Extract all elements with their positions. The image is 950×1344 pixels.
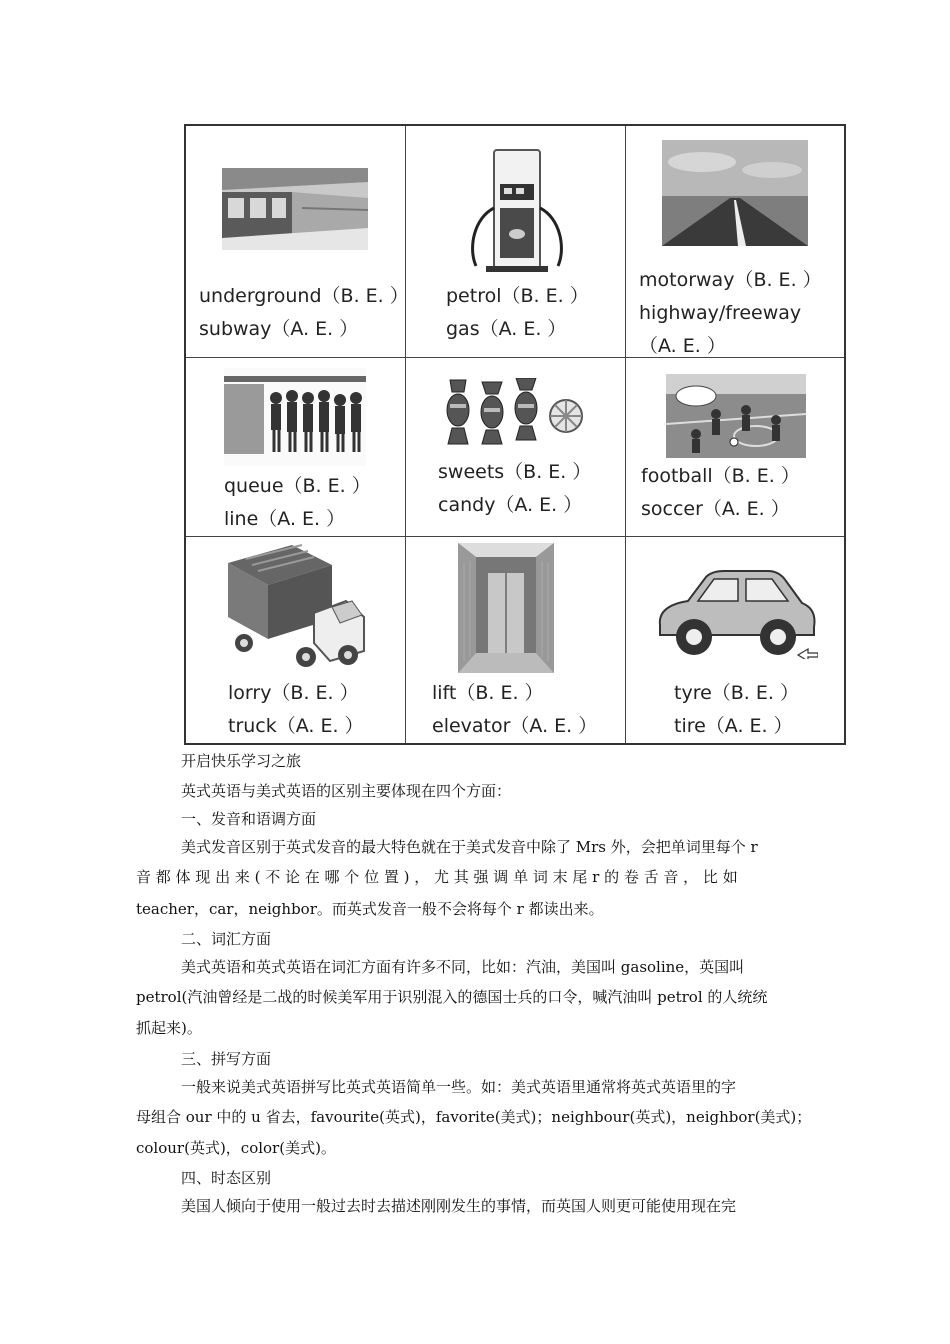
cell-caption xyxy=(432,677,597,743)
table-cell-lorry xyxy=(186,537,405,745)
lead-paragraph: 英式英语与美式英语的区别主要体现在四个方面： xyxy=(181,782,512,800)
paragraph-line: petrol(汽油曾经是二战的时候美军用于识别混入的德国士兵的口令，喊汽油叫 petrol 的人统统 xyxy=(136,988,768,1006)
ae-term: candy（A. E. ） xyxy=(438,494,583,516)
be-term: queue（B. E. ） xyxy=(224,475,371,497)
table-cell-sweets xyxy=(406,358,625,536)
cell-caption xyxy=(438,456,591,522)
queue-people-icon xyxy=(224,368,366,466)
paragraph-line: 音 都 体 现 出 来 ( 不 论 在 哪 个 位 置 ) ， 尤 其 强 调 单 词 末 尾 r 的 卷 舌 音 ， 比 如 xyxy=(136,868,738,886)
table-cell-tyre xyxy=(626,537,846,745)
section-heading-vocabulary: 二、词汇方面 xyxy=(181,930,272,948)
cell-caption xyxy=(224,470,371,536)
ae-term: elevator（A. E. ） xyxy=(432,715,598,737)
candies-icon xyxy=(440,378,590,448)
table-cell-football xyxy=(626,358,846,536)
ae-term-label: （A. E. ） xyxy=(639,335,726,357)
table-cell-motorway xyxy=(626,126,846,357)
paragraph-line: 美国人倾向于使用一般过去时去描述刚刚发生的事情，而英国人则更可能使用现在完 xyxy=(181,1197,737,1215)
paragraph-line: 抓起来)。 xyxy=(136,1019,202,1037)
paragraph-line: colour(英式)，color(美式)。 xyxy=(136,1139,336,1157)
ae-term: subway（A. E. ） xyxy=(199,318,359,340)
cell-caption xyxy=(228,677,364,743)
table-cell-lift xyxy=(406,537,625,745)
cell-caption xyxy=(639,264,822,363)
vocabulary-image-table xyxy=(184,124,846,745)
soccer-game-icon xyxy=(666,374,806,458)
subway-platform-icon xyxy=(222,168,368,250)
paragraph-line: 母组合 our 中的 u 省去，favourite(英式)，favorite(美式)；neighbour(英式)，neighbor(美式)； xyxy=(136,1108,812,1126)
ae-term: tire（A. E. ） xyxy=(674,715,793,737)
section-heading-tense: 四、时态区别 xyxy=(181,1169,272,1187)
ae-term: line（A. E. ） xyxy=(224,508,346,530)
cell-caption xyxy=(641,460,800,526)
be-term: tyre（B. E. ） xyxy=(674,682,799,704)
fuel-pump-icon xyxy=(456,148,576,276)
cell-caption xyxy=(446,280,589,346)
be-term: lift（B. E. ） xyxy=(432,682,544,704)
paragraph-line: 美式英语和英式英语在词汇方面有许多不同，比如：汽油，美国叫 gasoline，英国叫 xyxy=(181,958,745,976)
table-cell-underground xyxy=(186,126,409,357)
ae-term: gas（A. E. ） xyxy=(446,318,567,340)
intro-heading: 开启快乐学习之旅 xyxy=(181,752,302,770)
table-cell-petrol xyxy=(406,126,625,357)
table-cell-queue xyxy=(186,358,405,536)
article-body xyxy=(136,750,816,1220)
truck-icon xyxy=(222,543,370,673)
cell-caption xyxy=(199,280,409,346)
paragraph-line: 美式发音区别于英式发音的最大特色就在于美式发音中除了 Mrs 外，会把单词里每个 r xyxy=(181,838,758,856)
be-term: sweets（B. E. ） xyxy=(438,461,592,483)
section-heading-pronunciation: 一、发音和语调方面 xyxy=(181,810,317,828)
be-term: petrol（B. E. ） xyxy=(446,285,589,307)
ae-term: truck（A. E. ） xyxy=(228,715,364,737)
ae-term: soccer（A. E. ） xyxy=(641,498,790,520)
section-heading-spelling: 三、拼写方面 xyxy=(181,1050,272,1068)
be-term: football（B. E. ） xyxy=(641,465,800,487)
be-term: underground（B. E. ） xyxy=(199,285,409,307)
cell-caption xyxy=(674,677,799,743)
elevator-icon xyxy=(458,543,554,673)
be-term: lorry（B. E. ） xyxy=(228,682,359,704)
car-icon xyxy=(654,569,818,659)
paragraph-line: teacher，car，neighbor。而英式发音一般不会将每个 r 都读出来。 xyxy=(136,900,604,918)
be-term: motorway（B. E. ） xyxy=(639,269,822,291)
road-icon xyxy=(662,140,808,246)
ae-term: highway/freeway xyxy=(639,302,802,324)
paragraph-line: 一般来说美式英语拼写比英式英语简单一些。如：美式英语里通常将英式英语里的字 xyxy=(181,1078,737,1096)
